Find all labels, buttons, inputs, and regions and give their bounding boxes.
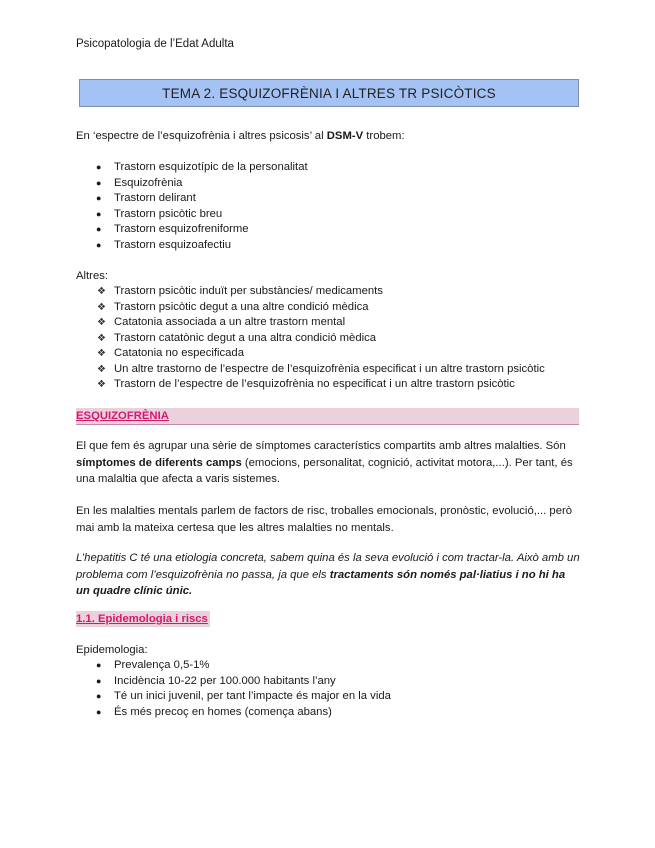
bullet-dot-icon: ●: [96, 691, 102, 701]
bullet-dot-icon: ●: [96, 177, 102, 188]
epidemiology-list: [76, 658, 586, 720]
list-item: ● Esquizofrènia: [76, 176, 586, 192]
list-item: ● Trastorn esquizofreniforme: [76, 222, 586, 238]
bullet-diamond-icon: ❖: [97, 317, 106, 328]
bullet-dot-icon: ●: [96, 239, 102, 250]
list-item: ● Trastorn esquizoafectiu: [76, 238, 586, 254]
intro-text-bold: DSM-V: [326, 130, 364, 142]
list-item: ❖ Catatonia associada a un altre trastorn mental: [76, 315, 586, 331]
list-item: ❖ Catatonia no especificada: [76, 346, 586, 362]
bullet-dot-icon: ●: [96, 193, 102, 203]
list-item: ● Trastorn delirant: [76, 191, 586, 207]
list-item: ● Té un inici juvenil, per tant l’impacte és major en la vida: [76, 689, 586, 705]
others-label: Altres:: [76, 270, 109, 282]
list-item: ● Incidència 10-22 per 100.000 habitants l’any: [76, 674, 586, 690]
bullet-dot-icon: ●: [96, 660, 102, 670]
bullet-dot-icon: ●: [96, 162, 102, 172]
intro-paragraph: [76, 128, 586, 145]
bullet-dot-icon: ●: [96, 208, 102, 219]
section-heading: ESQUIZOFRÈNIA: [76, 408, 579, 425]
document-title: TEMA 2. ESQUIZOFRÈNIA I ALTRES TR PSICÒTICS: [79, 79, 579, 107]
intro-text-post: trobem:: [363, 130, 405, 142]
list-item: ❖ Trastorn catatònic degut a una altra condició mèdica: [76, 331, 586, 347]
list-item: ❖ Trastorn psicòtic induït per substàncies/ medicaments: [76, 284, 586, 300]
list-item: ● Prevalença 0,5-1%: [76, 658, 586, 674]
intro-text-pre: En ‘espectre de l’esquizofrènia i altres psicosis’ al: [76, 130, 327, 142]
bullet-diamond-icon: ❖: [97, 332, 106, 344]
bullet-dot-icon: ●: [96, 675, 102, 686]
bullet-diamond-icon: ❖: [97, 379, 106, 390]
other-disorders-list: [76, 284, 586, 393]
paragraph-symptoms: El que fem és agrupar una sèrie de símptomes característics compartits amb altres malalties. Són símptomes de diferents camps (emocions, personalitat, cognició, activitat motora,...). Per tant, és una malaltia que afecta a varis sistemes.: [76, 440, 573, 485]
main-disorders-list: [76, 160, 586, 253]
bullet-diamond-icon: ❖: [97, 348, 106, 359]
list-item: ❖ Trastorn psicòtic degut a una altre condició mèdica: [76, 300, 586, 316]
list-item: ❖ Un altre trastorno de l’espectre de l’esquizofrènia especificat i un altre trastorn psicòtic: [76, 362, 586, 378]
bullet-dot-icon: ●: [96, 706, 102, 717]
bold-phrase: tractaments són només pal·liatius i no hi ha un quadre clínic únic.: [76, 568, 566, 597]
page-header: Psicopatologia de l’Edat Adulta: [76, 38, 234, 50]
list-item: ● Trastorn esquizotípic de la personalitat: [76, 160, 586, 176]
bullet-diamond-icon: ❖: [97, 301, 106, 313]
paragraph-hepatitis: L’hepatitis C té una etiologia concreta, sabem quina és la seva evolució i com tractar-la. Això amb un problema com l’esquizofrènia no passa, ja que els tractaments són només pal·liatius i no hi ha un quadre clínic únic.: [76, 552, 580, 597]
bold-phrase: símptomes de diferents camps: [76, 456, 242, 469]
list-item: ● És més precoç en homes (comença abans): [76, 705, 586, 721]
paragraph-risk-factors: En les malalties mentals parlem de factors de risc, troballes emocionals, pronòstic, evolució,... però mai amb la mateixa certesa que les altres malalties no mentals.: [76, 505, 573, 534]
epidemiology-label: Epidemologia:: [76, 644, 148, 656]
subsection-heading: 1.1. Epidemologia i riscs: [76, 613, 208, 625]
bullet-dot-icon: ●: [96, 224, 102, 234]
bullet-diamond-icon: ❖: [97, 363, 106, 375]
bullet-diamond-icon: ❖: [97, 286, 106, 297]
list-item: ❖ Trastorn de l’espectre de l’esquizofrènia no especificat i un altre trastorn psicòtic: [76, 377, 586, 393]
list-item: ● Trastorn psicòtic breu: [76, 207, 586, 223]
